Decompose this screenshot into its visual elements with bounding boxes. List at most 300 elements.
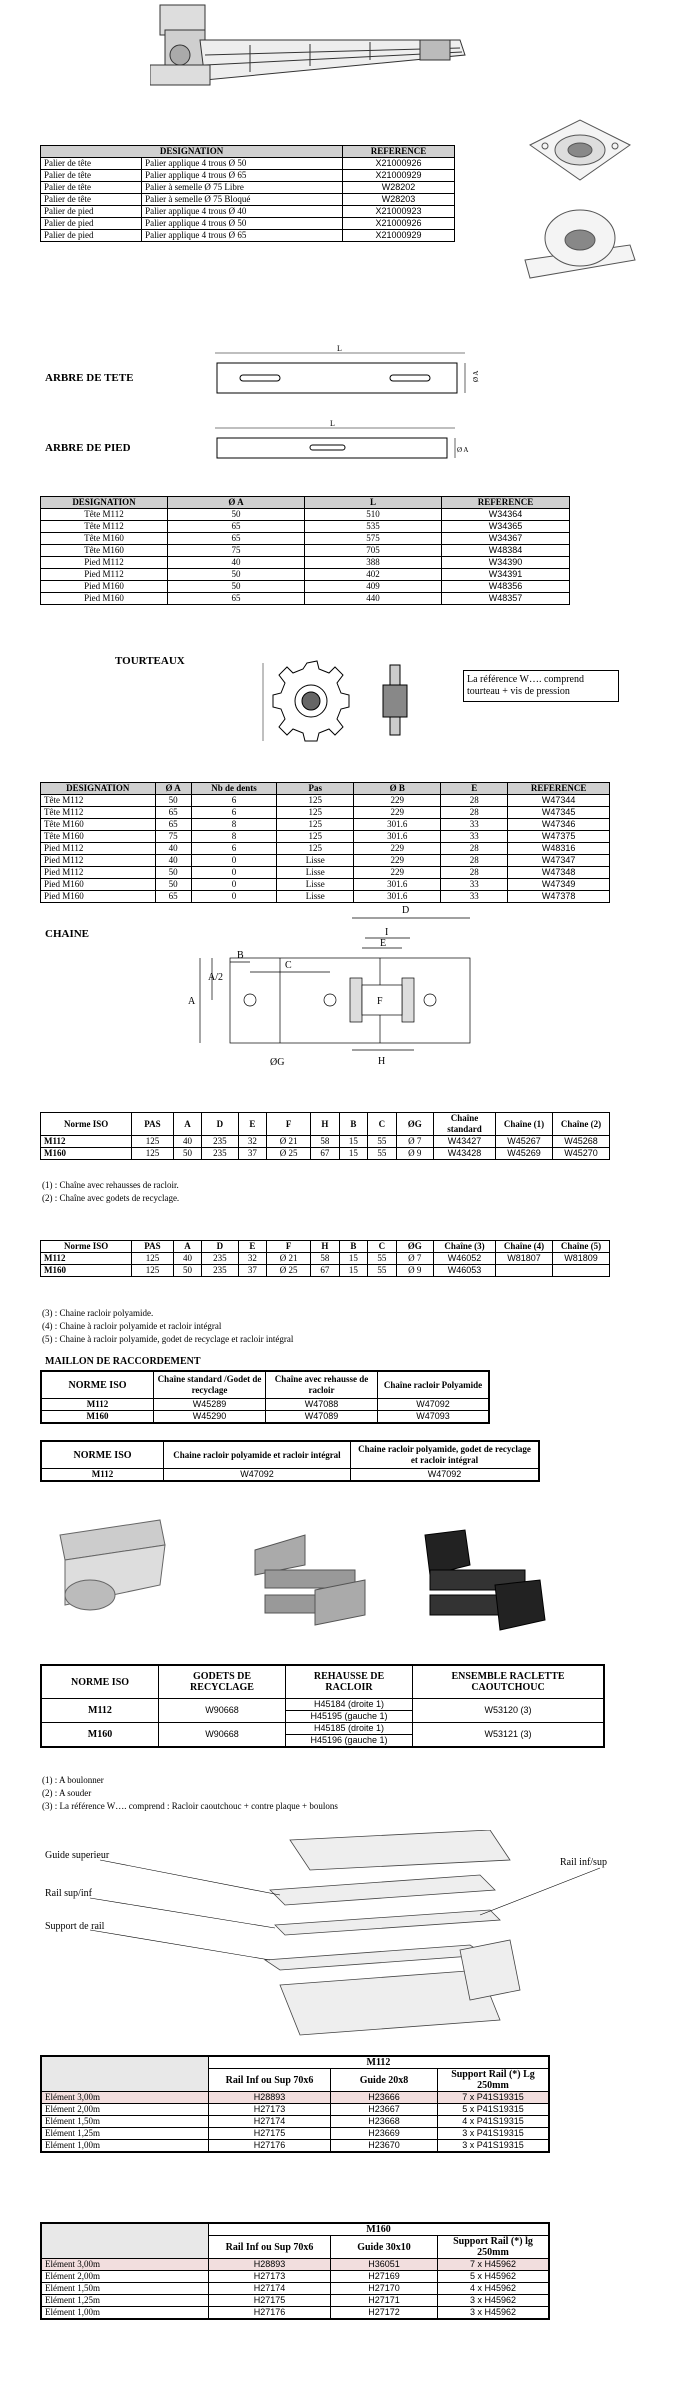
cell: W45267 [496, 1136, 553, 1148]
chaine-label: CHAINE [45, 928, 90, 940]
rails-m160-table [40, 2222, 550, 2320]
rail-inf-label: Rail inf/sup [560, 1857, 607, 1868]
table-row [41, 2140, 549, 2153]
chaine-note-4: (4) : Chaine à racloir polyamide et racloir intégral [42, 1321, 222, 1331]
cell: 125 [132, 1265, 174, 1277]
col-guide: Guide 20x8 [331, 2069, 438, 2092]
cell: 6 [191, 807, 276, 819]
sprocket-drawing [255, 655, 435, 760]
cell: W81809 [553, 1253, 610, 1265]
cell: Pied M112 [41, 855, 156, 867]
cell: 28 [441, 807, 508, 819]
bearing-pillow-image [520, 200, 640, 285]
cell: M160 [41, 1411, 154, 1424]
cell: 40 [155, 843, 191, 855]
cell: Palier applique 4 trous Ø 40 [142, 206, 343, 218]
cell: Lisse [277, 855, 354, 867]
col-norme: Norme ISO [41, 1241, 132, 1253]
cell: Tête M160 [41, 545, 168, 557]
col-c: C [368, 1113, 396, 1136]
cell: H27173 [209, 2271, 331, 2283]
dim-a: A [188, 996, 196, 1007]
cell: Tête M160 [41, 819, 156, 831]
col-1: Chaîne (1) [496, 1113, 553, 1136]
chaine-note-5: (5) : Chaine à racloir polyamide, godet de recyclage et racloir intégral [42, 1334, 294, 1344]
cell: W28203 [343, 194, 455, 206]
m112-title: M112 [209, 2056, 550, 2069]
cell: H23669 [331, 2128, 438, 2140]
bearing-flange-image [520, 110, 640, 195]
table-row [41, 2116, 549, 2128]
chain-drawing [140, 900, 580, 1100]
table-row [41, 1136, 610, 1148]
cell: W34391 [442, 569, 570, 581]
cell: Ø 21 [267, 1253, 311, 1265]
cell: 301.6 [354, 891, 441, 903]
m160-title: M160 [209, 2223, 550, 2236]
arbre-pied-drawing [215, 420, 475, 470]
col-a: Ø A [168, 497, 305, 509]
cell: X21000929 [343, 230, 455, 242]
cell: H27172 [331, 2307, 438, 2320]
cell: H27175 [209, 2128, 331, 2140]
cell: 40 [173, 1136, 201, 1148]
table-row [41, 2271, 549, 2283]
cell: W47348 [508, 867, 610, 879]
col-4: Chaîne (4) [496, 1241, 553, 1253]
cell: 575 [305, 533, 442, 545]
maillon-label: MAILLON DE RACCORDEMENT [45, 1356, 201, 1367]
col-standard: Chaîne standard /Godet de recyclage [154, 1371, 266, 1399]
cell: H27174 [209, 2116, 331, 2128]
col-designation: DESIGNATION [41, 497, 168, 509]
cell: Pied M160 [41, 879, 156, 891]
cell: 40 [168, 557, 305, 569]
table-row [41, 557, 570, 569]
table-row [41, 509, 570, 521]
cell: 125 [132, 1136, 174, 1148]
tourteaux-note: La référence W…. comprend tourteau + vis de pression [463, 670, 619, 702]
cell: 535 [305, 521, 442, 533]
conveyor-drawing [150, 0, 470, 95]
cell: 50 [173, 1265, 201, 1277]
col-reference: REFERENCE [343, 146, 455, 158]
cell: W45268 [553, 1136, 610, 1148]
cell: 510 [305, 509, 442, 521]
chaine-table-2 [40, 1240, 610, 1277]
col-pas: Pas [277, 783, 354, 795]
cell: H36051 [331, 2259, 438, 2271]
rail-sup-label: Rail sup/inf [45, 1888, 92, 1899]
cell: M160 [41, 1723, 159, 1748]
col-b: B [339, 1241, 367, 1253]
cell: 40 [155, 855, 191, 867]
table-row [41, 879, 610, 891]
cell: 33 [441, 819, 508, 831]
cell: 50 [168, 581, 305, 593]
cell: M112 [41, 1399, 154, 1411]
table-row [41, 2283, 549, 2295]
cell: W45270 [553, 1148, 610, 1160]
cell: H27173 [209, 2104, 331, 2116]
col-5: Chaîne (5) [553, 1241, 610, 1253]
col-designation: DESIGNATION [41, 783, 156, 795]
cell: Tête M112 [41, 509, 168, 521]
table-row [41, 170, 455, 182]
godets-table [40, 1664, 605, 1748]
cell: M112 [41, 1469, 164, 1482]
cell: 50 [173, 1148, 201, 1160]
cell: 15 [339, 1265, 367, 1277]
table-row [41, 1469, 539, 1482]
cell: 125 [277, 795, 354, 807]
arbre-pied-label: ARBRE DE PIED [45, 442, 131, 454]
col-e: E [441, 783, 508, 795]
cell: 7 x P41S19315 [438, 2092, 550, 2104]
cell: 28 [441, 795, 508, 807]
dim-l: L [337, 345, 342, 353]
cell: W47378 [508, 891, 610, 903]
cell: M160 [41, 1265, 132, 1277]
cell: 50 [168, 569, 305, 581]
cell: X21000926 [343, 218, 455, 230]
cell: M160 [41, 1148, 132, 1160]
cell: W34390 [442, 557, 570, 569]
cell: Elément 1,50m [41, 2283, 209, 2295]
cell: 67 [311, 1148, 339, 1160]
cell: W34364 [442, 509, 570, 521]
table-row [41, 1148, 610, 1160]
cell: 705 [305, 545, 442, 557]
cell: W43428 [434, 1148, 496, 1160]
col-norme: Norme ISO [41, 1113, 132, 1136]
cell: W34367 [442, 533, 570, 545]
table-row [41, 843, 610, 855]
table-row [41, 867, 610, 879]
col-dents: Nb de dents [191, 783, 276, 795]
col-f: F [267, 1241, 311, 1253]
table-row [41, 2307, 549, 2320]
cell: 32 [238, 1136, 266, 1148]
cell: 58 [311, 1136, 339, 1148]
cell: Palier applique 4 trous Ø 50 [142, 218, 343, 230]
cell: 65 [168, 593, 305, 605]
cell: 65 [155, 891, 191, 903]
col-d: D [202, 1241, 238, 1253]
table-row [41, 819, 610, 831]
cell: 229 [354, 867, 441, 879]
cell: 235 [202, 1136, 238, 1148]
cell: W47345 [508, 807, 610, 819]
col-reference: REFERENCE [508, 783, 610, 795]
col-rail: Rail Inf ou Sup 70x6 [209, 2069, 331, 2092]
col-h: H [311, 1241, 339, 1253]
table-row [41, 533, 570, 545]
cell: Elément 1,00m [41, 2307, 209, 2320]
col-b: B [339, 1113, 367, 1136]
cell: W48384 [442, 545, 570, 557]
cell: Palier à semelle Ø 75 Bloqué [142, 194, 343, 206]
cell: 7 x H45962 [438, 2259, 550, 2271]
cell: H27176 [209, 2140, 331, 2153]
cell: 229 [354, 843, 441, 855]
cell: W34365 [442, 521, 570, 533]
cell: W45290 [154, 1411, 266, 1424]
cell: Tête M112 [41, 795, 156, 807]
table-row [41, 194, 455, 206]
cell: 55 [368, 1253, 396, 1265]
godets-note-2: (2) : A souder [42, 1788, 92, 1798]
cell: 40 [173, 1253, 201, 1265]
cell: 6 [191, 843, 276, 855]
arbre-tete-label: ARBRE DE TETE [45, 372, 134, 384]
cell: 0 [191, 879, 276, 891]
cell: H27169 [331, 2271, 438, 2283]
cell: X21000929 [343, 170, 455, 182]
table-row [41, 581, 570, 593]
cell: W47088 [266, 1399, 378, 1411]
cell: W47093 [378, 1411, 490, 1424]
cell: 3 x H45962 [438, 2307, 550, 2320]
cell: 55 [368, 1148, 396, 1160]
dim-a2: A/2 [208, 972, 223, 983]
chaine-note-1: (1) : Chaîne avec rehausses de racloir. [42, 1180, 179, 1190]
cell: Palier de pied [41, 206, 142, 218]
cell: W45269 [496, 1148, 553, 1160]
cell: Palier applique 4 trous Ø 50 [142, 158, 343, 170]
col-a: A [173, 1113, 201, 1136]
cell: 235 [202, 1148, 238, 1160]
cell: Ø 21 [267, 1136, 311, 1148]
cell: Pied M160 [41, 891, 156, 903]
cell: 8 [191, 819, 276, 831]
cell: W47346 [508, 819, 610, 831]
rails-m112-table [40, 2055, 550, 2153]
table-row [41, 2128, 549, 2140]
cell: H27175 [209, 2295, 331, 2307]
cell: 388 [305, 557, 442, 569]
table-row [41, 158, 455, 170]
dim-c: C [285, 960, 292, 971]
cell: W48356 [442, 581, 570, 593]
table-row [41, 218, 455, 230]
cell: 75 [168, 545, 305, 557]
cell: 33 [441, 831, 508, 843]
cell: H27176 [209, 2307, 331, 2320]
cell: 125 [132, 1148, 174, 1160]
col-rehausse: Chaîne avec rehausse de racloir [266, 1371, 378, 1399]
cell: 15 [339, 1148, 367, 1160]
cell: W47092 [164, 1469, 351, 1482]
cell: 15 [339, 1136, 367, 1148]
cell: Elément 3,00m [41, 2259, 209, 2271]
cell: H45195 (gauche 1) [286, 1711, 413, 1723]
col-b: Ø B [354, 783, 441, 795]
cell: 28 [441, 855, 508, 867]
cell: Tête M112 [41, 807, 156, 819]
cell: W47092 [351, 1469, 540, 1482]
cell: Pied M160 [41, 581, 168, 593]
cell: M112 [41, 1253, 132, 1265]
cell: Elément 1,50m [41, 2116, 209, 2128]
table-row [41, 593, 570, 605]
table-row [41, 795, 610, 807]
cell: W47375 [508, 831, 610, 843]
table-row [41, 2092, 549, 2104]
cell: Elément 3,00m [41, 2092, 209, 2104]
dim-a: Ø A [472, 370, 480, 382]
chaine-note-2: (2) : Chaîne avec godets de recyclage. [42, 1193, 180, 1203]
table-row [41, 2104, 549, 2116]
cell: H28893 [209, 2092, 331, 2104]
cell: 58 [311, 1253, 339, 1265]
cell [496, 1265, 553, 1277]
cell: 8 [191, 831, 276, 843]
dim-i: I [385, 927, 389, 938]
cell: Elément 1,00m [41, 2140, 209, 2153]
col-g: ØG [396, 1241, 433, 1253]
cell: H23666 [331, 2092, 438, 2104]
cell: 0 [191, 855, 276, 867]
col-a: Ø A [155, 783, 191, 795]
cell: Tête M160 [41, 831, 156, 843]
cell: Palier de pied [41, 230, 142, 242]
cell: Ø 9 [396, 1265, 433, 1277]
godets-note-3: (3) : La référence W…. comprend : Racloir caoutchouc + contre plaque + boulons [42, 1801, 338, 1811]
col-l: L [305, 497, 442, 509]
cell: 15 [339, 1253, 367, 1265]
dim-e: E [380, 938, 387, 949]
arbre-tete-drawing [215, 345, 485, 405]
cell: M112 [41, 1136, 132, 1148]
cell: 0 [191, 867, 276, 879]
cell: 125 [277, 831, 354, 843]
cell: 229 [354, 795, 441, 807]
cell: Ø 25 [267, 1265, 311, 1277]
col-godets: GODETS DE RECYCLAGE [159, 1665, 286, 1699]
cell: 301.6 [354, 819, 441, 831]
col-rail: Rail Inf ou Sup 70x6 [209, 2236, 331, 2259]
col-norme: NORME ISO [41, 1665, 159, 1699]
cell: 65 [155, 819, 191, 831]
col-reference: REFERENCE [442, 497, 570, 509]
dim-a: Ø A [457, 446, 469, 454]
cell: 402 [305, 569, 442, 581]
racloir-image [405, 1525, 555, 1635]
cell: H45196 (gauche 1) [286, 1735, 413, 1748]
col-d: D [202, 1113, 238, 1136]
cell: Palier de tête [41, 194, 142, 206]
cell: W47347 [508, 855, 610, 867]
col-pas: PAS [132, 1113, 174, 1136]
cell: W47089 [266, 1411, 378, 1424]
cell: Pied M160 [41, 593, 168, 605]
cell: Lisse [277, 867, 354, 879]
cell: 301.6 [354, 879, 441, 891]
cell: 50 [155, 795, 191, 807]
cell: W43427 [434, 1136, 496, 1148]
table-row [41, 1253, 610, 1265]
cell: Elément 2,00m [41, 2104, 209, 2116]
cell: W47349 [508, 879, 610, 891]
cell: 3 x P41S19315 [438, 2128, 550, 2140]
table-row [41, 855, 610, 867]
cell: 235 [202, 1253, 238, 1265]
cell: 33 [441, 891, 508, 903]
table-row [41, 2259, 549, 2271]
cell: 67 [311, 1265, 339, 1277]
col-a: A [173, 1241, 201, 1253]
table-row [41, 807, 610, 819]
table-row [41, 831, 610, 843]
cell: X21000923 [343, 206, 455, 218]
arbres-table [40, 496, 570, 605]
cell: H23670 [331, 2140, 438, 2153]
col-norme: NORME ISO [41, 1371, 154, 1399]
dim-f: F [377, 996, 383, 1007]
cell: W46052 [434, 1253, 496, 1265]
cell: Pied M112 [41, 569, 168, 581]
col-2: Chaîne (2) [553, 1113, 610, 1136]
maillon-table-1 [40, 1370, 490, 1424]
dim-d: D [402, 905, 410, 916]
cell: Pied M112 [41, 557, 168, 569]
col-f: F [267, 1113, 311, 1136]
table-row [41, 521, 570, 533]
cell: 50 [168, 509, 305, 521]
cell: Elément 2,00m [41, 2271, 209, 2283]
cell: 125 [277, 807, 354, 819]
cell: W53120 (3) [413, 1699, 605, 1723]
table-row [41, 1699, 604, 1711]
col-h: H [311, 1113, 339, 1136]
cell: W28202 [343, 182, 455, 194]
table-row [41, 1399, 489, 1411]
chaine-note-3: (3) : Chaine racloir polyamide. [42, 1308, 154, 1318]
maillon-table-2 [40, 1440, 540, 1482]
table-row [41, 2295, 549, 2307]
cell: 33 [441, 879, 508, 891]
col-pas: PAS [132, 1241, 174, 1253]
table-row [41, 206, 455, 218]
rail-assembly-drawing [40, 1830, 640, 2040]
cell: 37 [238, 1265, 266, 1277]
table-row [41, 230, 455, 242]
godet-image [45, 1515, 175, 1625]
cell: 65 [168, 533, 305, 545]
cell: Palier de tête [41, 158, 142, 170]
cell: 75 [155, 831, 191, 843]
cell: 5 x P41S19315 [438, 2104, 550, 2116]
cell: Lisse [277, 891, 354, 903]
col-polyamide-godet: Chaine racloir polyamide, godet de recyclage et racloir intégral [351, 1441, 540, 1469]
cell: Elément 1,25m [41, 2128, 209, 2140]
cell: Tête M160 [41, 533, 168, 545]
table-row [41, 182, 455, 194]
cell: 125 [132, 1253, 174, 1265]
cell: H45185 (droite 1) [286, 1723, 413, 1735]
cell: 229 [354, 855, 441, 867]
cell: 4 x H45962 [438, 2283, 550, 2295]
col-polyamide: Chaîne racloir Polyamide [378, 1371, 490, 1399]
col-designation: DESIGNATION [41, 146, 343, 158]
cell: Ø 9 [396, 1148, 433, 1160]
cell: Palier applique 4 trous Ø 65 [142, 170, 343, 182]
col-std: Chaîne standard [434, 1113, 496, 1136]
cell: 32 [238, 1253, 266, 1265]
cell: W46053 [434, 1265, 496, 1277]
tourteaux-label: TOURTEAUX [115, 655, 185, 667]
